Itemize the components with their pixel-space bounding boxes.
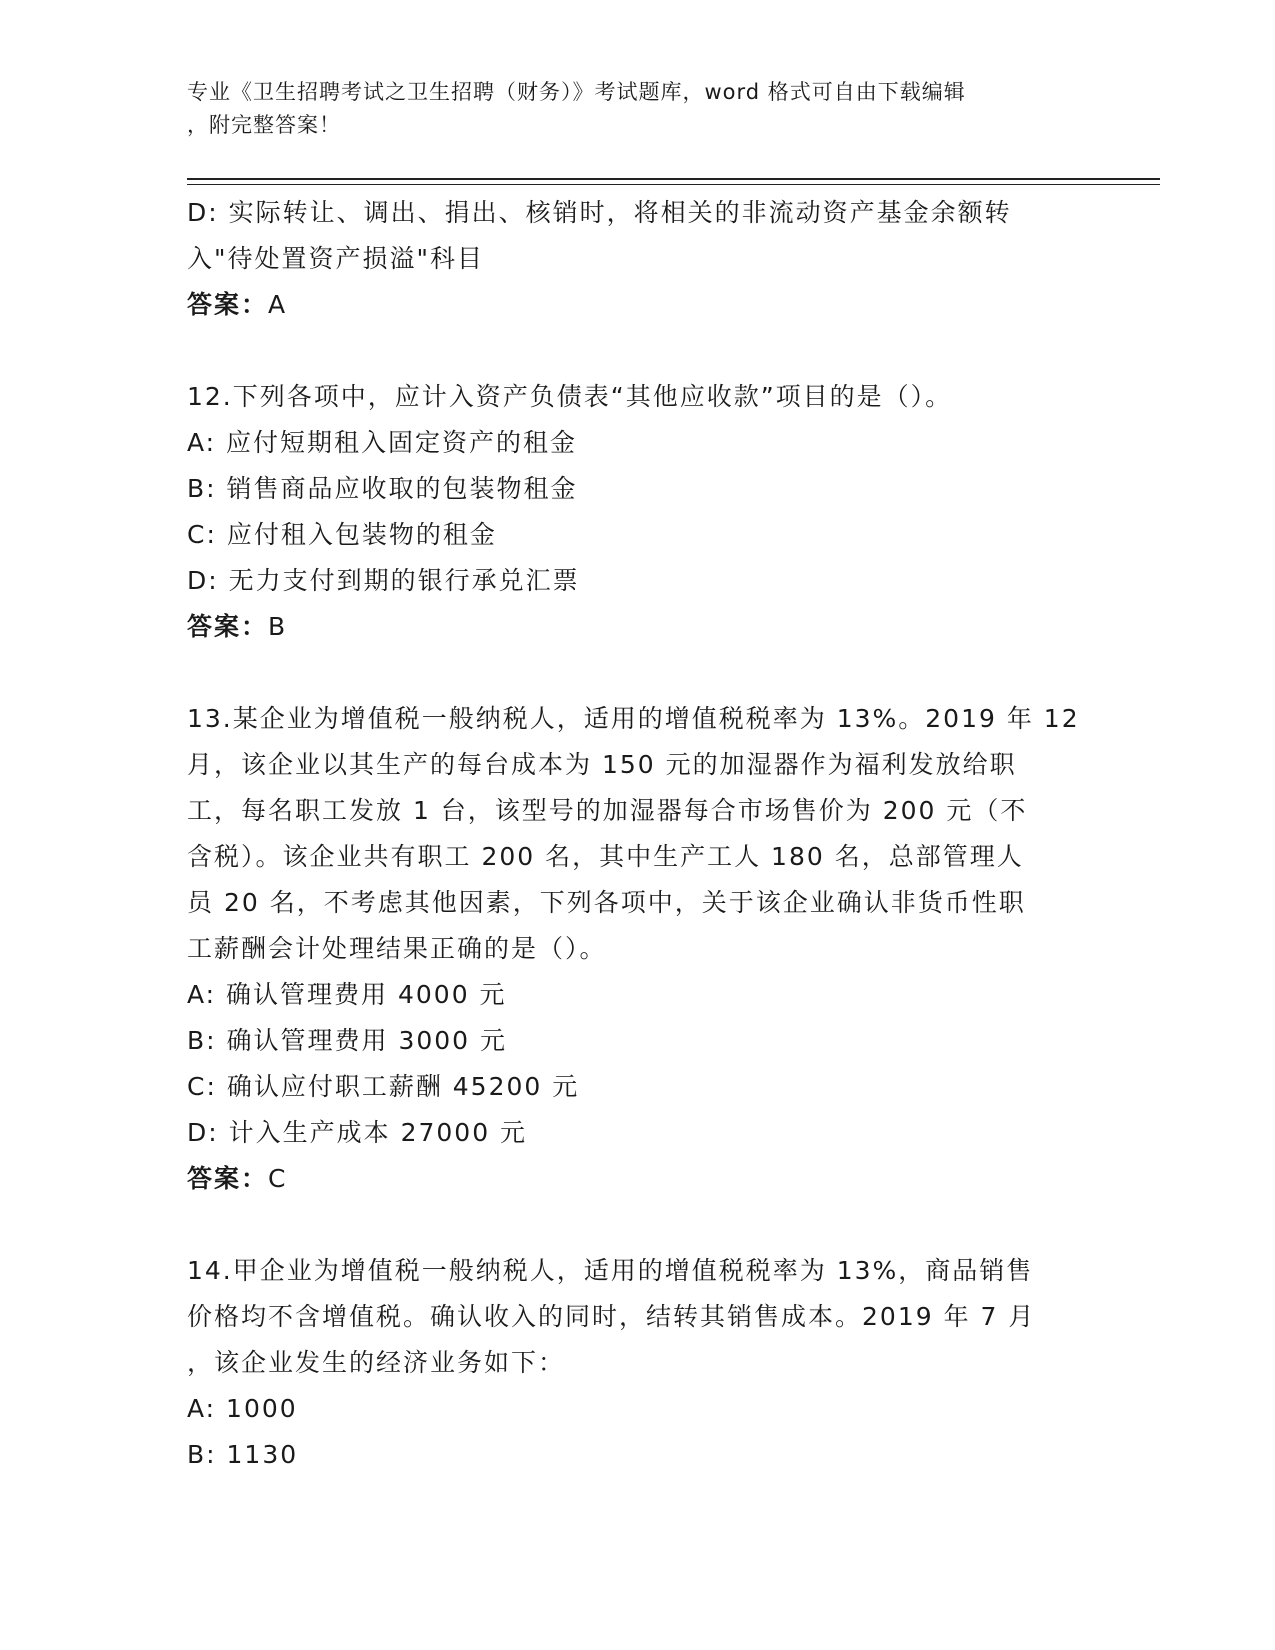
- option-d: D: 计入生产成本 27000 元: [187, 1118, 528, 1147]
- option-b: B: 销售商品应收取的包装物租金: [187, 474, 578, 503]
- option-a: A: 确认管理费用 4000 元: [187, 980, 507, 1009]
- question-stem-line: 14.甲企业为增值税一般纳税人，适用的增值税税率为 13%，商品销售: [187, 1256, 1034, 1285]
- option-d-line-1: D: 实际转让、调出、捐出、核销时，将相关的非流动资产基金余额转: [187, 198, 1012, 227]
- answer-value: A: [268, 290, 288, 319]
- option-b: B: 确认管理费用 3000 元: [187, 1026, 508, 1055]
- answer-line: [187, 1156, 1087, 1202]
- answer-value: B: [268, 612, 288, 641]
- question-stem-line: 工，每名职工发放 1 台，该型号的加湿器每合市场售价为 200 元（不: [187, 796, 1028, 825]
- question-stem-line: 12.下列各项中，应计入资产负债表“其他应收款”项目的是（）。: [187, 382, 953, 411]
- spacer: [187, 1202, 1087, 1248]
- question-14: [187, 1248, 1087, 1478]
- question-stem-line: 13.某企业为增值税一般纳税人，适用的增值税税率为 13%。2019 年 12: [187, 704, 1080, 733]
- question-stem-line: ，该企业发生的经济业务如下：: [187, 1348, 566, 1377]
- answer-label: 答案：: [187, 1164, 269, 1193]
- answer-line: [187, 282, 1087, 328]
- spacer: [187, 328, 1087, 374]
- option-b: B: 1130: [187, 1440, 299, 1469]
- question-11-tail: [187, 190, 1087, 328]
- question-12: [187, 374, 1087, 650]
- header-divider-thin: [187, 184, 1160, 185]
- header-line-1: 专业《卫生招聘考试之卫生招聘（财务）》考试题库，word 格式可自由下载编辑: [187, 80, 966, 104]
- question-13: [187, 696, 1087, 1202]
- answer-label: 答案：: [187, 612, 269, 641]
- answer-value: C: [268, 1164, 288, 1193]
- option-d: D: 无力支付到期的银行承兑汇票: [187, 566, 580, 595]
- question-stem-line: 工薪酬会计处理结果正确的是（）。: [187, 934, 607, 963]
- option-a: A: 1000: [187, 1394, 298, 1423]
- header-divider-thick: [187, 178, 1160, 180]
- option-c: C: 应付租入包装物的租金: [187, 520, 497, 549]
- answer-line: [187, 604, 1087, 650]
- option-c: C: 确认应付职工薪酬 45200 元: [187, 1072, 580, 1101]
- option-a: A: 应付短期租入固定资产的租金: [187, 428, 578, 457]
- question-stem-line: 含税）。该企业共有职工 200 名，其中生产工人 180 名，总部管理人: [187, 842, 1024, 871]
- header-line-2: ，附完整答案！: [187, 113, 341, 137]
- question-stem-line: 价格均不含增值税。确认收入的同时，结转其销售成本。2019 年 7 月: [187, 1302, 1036, 1331]
- spacer: [187, 650, 1087, 696]
- question-stem-line: 月，该企业以其生产的每台成本为 150 元的加湿器作为福利发放给职: [187, 750, 1017, 779]
- document-header: [187, 76, 1087, 142]
- answer-label: 答案：: [187, 290, 269, 319]
- option-d-line-2: 入"待处置资产损溢"科目: [187, 244, 484, 273]
- question-content: [187, 190, 1087, 1478]
- question-stem-line: 员 20 名，不考虑其他因素，下列各项中，关于该企业确认非货币性职: [187, 888, 1026, 917]
